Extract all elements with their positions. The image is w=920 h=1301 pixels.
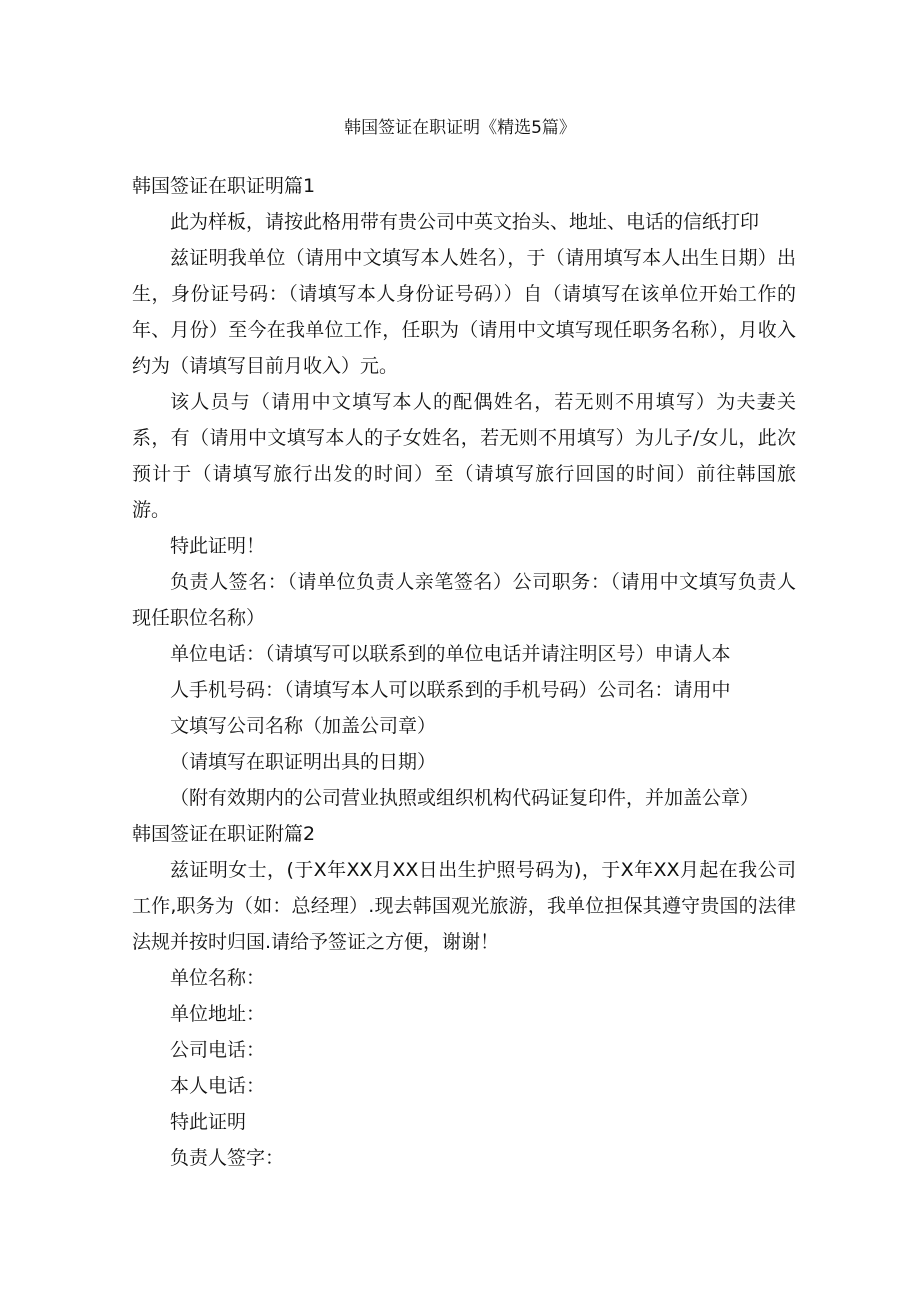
paragraph-family-travel: 该人员与（请用中文填写本人的配偶姓名，若无则不用填写）为夫妻关系，有（请用中文填写本人的子女姓名，若无则不用填写）为儿子/女儿，此次预计于（请填写旅行出发的时间）至（请填写旅行回国的时间）前往韩国旅游。 <box>132 391 796 521</box>
paragraph-template-note: 此为样板，请按此格用带有贵公司中英文抬头、地址、电话的信纸打印 <box>170 211 760 233</box>
field-personal-phone: 本人电话： <box>170 1075 266 1097</box>
field-company-phone: 公司电话： <box>170 1039 266 1061</box>
paragraph-phone-line-2: 人手机号码：（请填写本人可以联系到的手机号码）公司名：请用中 <box>170 679 731 701</box>
field-company-name: 单位名称： <box>170 967 266 989</box>
paragraph-certify: 特此证明！ <box>170 535 266 557</box>
paragraph-signature-position: 负责人签名：（请单位负责人亲笔签名）公司职务：（请用中文填写负责人现任职位名称） <box>132 571 796 629</box>
document-body <box>132 168 796 1176</box>
paragraph-issue-date: （请填写在职证明出具的日期） <box>170 751 437 773</box>
document-title: 韩国签证在职证明《精选5篇》 <box>344 118 576 138</box>
paragraph-certification-text: 兹证明女士，(于X年XX月XX日出生护照号码为)，于X年XX月起在我公司工作,职务为（如：总经理）.现去韩国观光旅游，我单位担保其遵守贵国的法律法规并按时归国.请给予签证之方便，谢谢！ <box>132 859 796 953</box>
section-heading-1: 韩国签证在职证明篇1 <box>132 175 316 197</box>
section-heading-2: 韩国签证在职证附篇2 <box>132 823 316 845</box>
field-certify: 特此证明 <box>170 1111 247 1133</box>
paragraph-employment-statement: 兹证明我单位（请用中文填写本人姓名），于（请用填写本人出生日期）出生，身份证号码：（请填写本人身份证号码））自（请填写在该单位开始工作的年、月份）至今在我单位工作，任职为（请用中文填写现任职务名称），月收入约为（请填写目前月收入）元。 <box>132 247 796 377</box>
field-company-address: 单位地址： <box>170 1003 266 1025</box>
field-signature: 负责人签字： <box>170 1147 285 1169</box>
paragraph-phone-line-1: 单位电话：（请填写可以联系到的单位电话并请注明区号）申请人本 <box>170 643 731 665</box>
paragraph-attachment-note: （附有效期内的公司营业执照或组织机构代码证复印件，并加盖公章） <box>170 787 760 809</box>
paragraph-phone-line-3: 文填写公司名称（加盖公司章） <box>170 715 437 737</box>
